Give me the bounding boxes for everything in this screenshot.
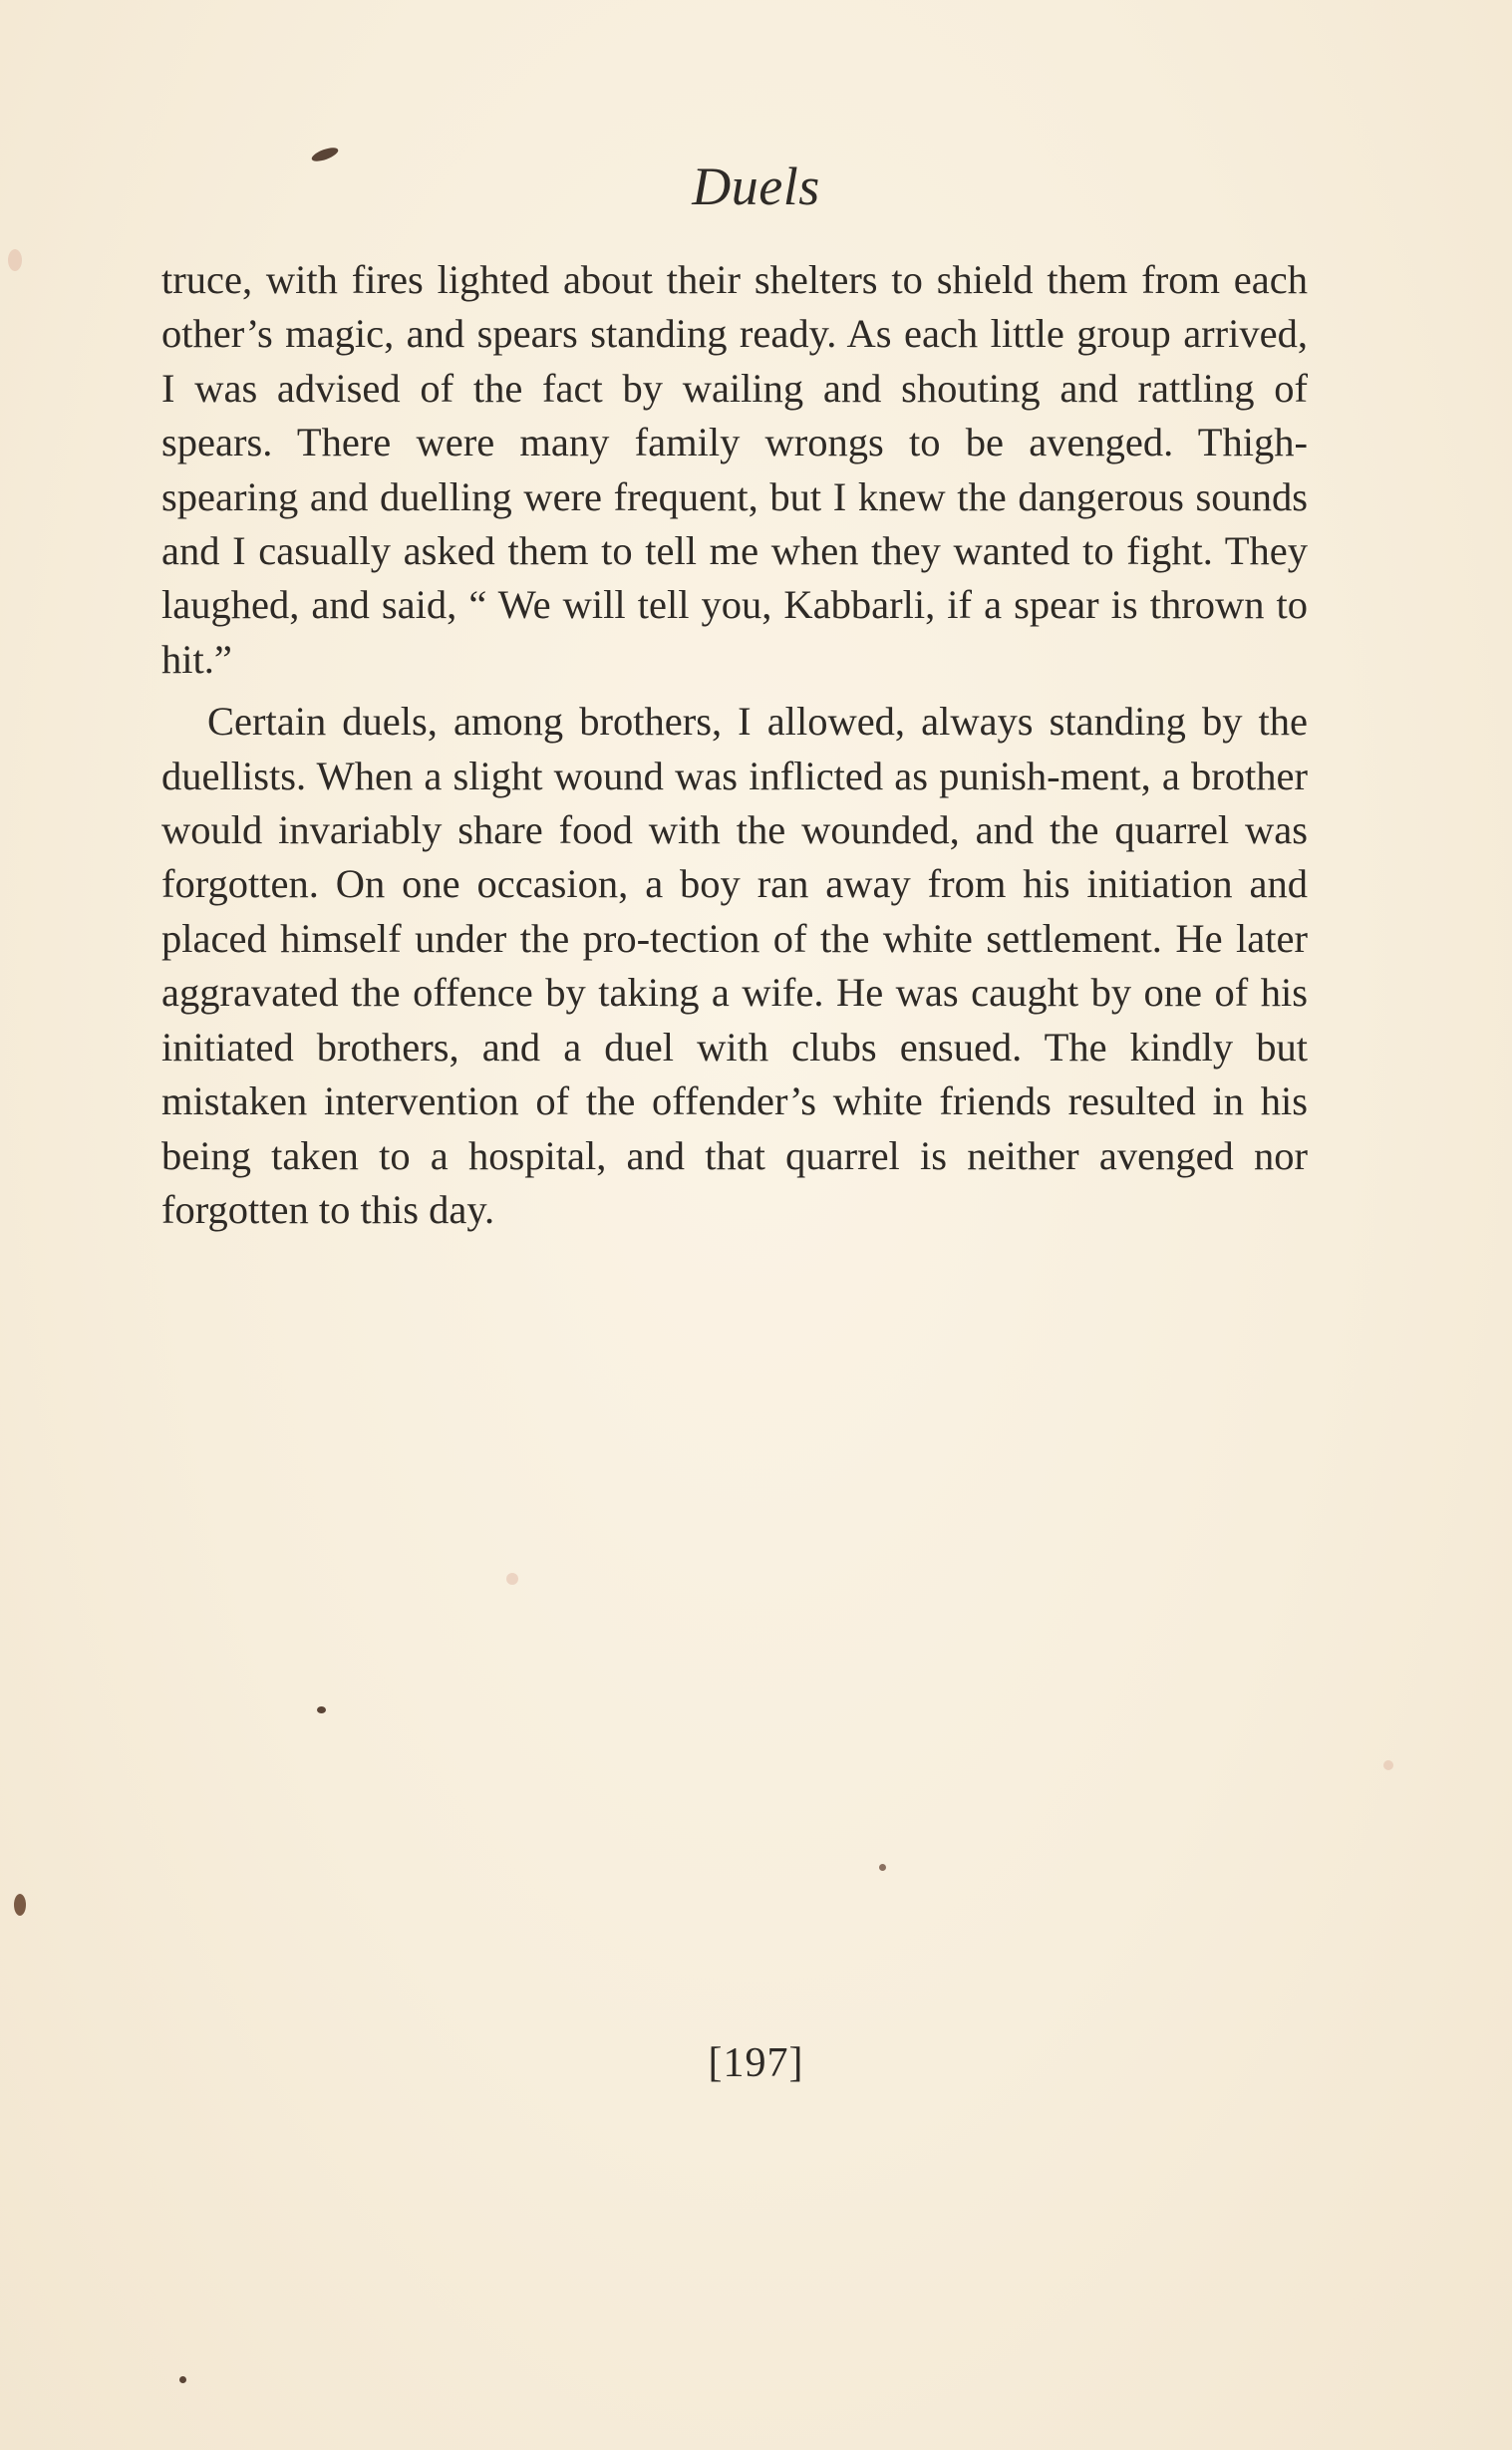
page-number: [197] bbox=[708, 2040, 804, 2086]
ink-speck bbox=[317, 1706, 326, 1713]
paper-stain bbox=[8, 249, 22, 271]
body-text bbox=[161, 253, 1308, 1237]
paragraph: truce, with fires lighted about their shelters to shield them from each other’s magic, and spears standing ready. As each little group arrived, I was advised of the fact by wailing and shouting and rattling of spears. There were many family wrongs to be avenged. Thigh-spearing and duelling were frequent, but I knew the dangerous sounds and I casually asked them to tell me when they wanted to fight. They laughed, and said, “ We will tell you, Kabbarli, if a spear is thrown to hit.” bbox=[161, 257, 1308, 682]
running-head: Duels bbox=[692, 156, 820, 216]
ink-speck bbox=[179, 2376, 186, 2383]
paragraph: Certain duels, among brothers, I allowed, always standing by the duellists. When a slight wound was inflicted as punish-ment, a brother would invariably share food with the wounded, and the quarrel was forgotten. On one occasion, a boy ran away from his initiation and placed himself under the pro-tection of the white settlement. He later aggravated the offence by taking a wife. He was caught by one of his initiated brothers, and a duel with clubs ensued. The kindly but mistaken intervention of the offender’s white friends resulted in his being taken to a hospital, and that quarrel is neither avenged nor forgotten to this day. bbox=[161, 699, 1308, 1232]
paper-stain bbox=[506, 1573, 518, 1585]
ink-speck bbox=[14, 1894, 26, 1916]
ink-speck bbox=[879, 1864, 886, 1871]
paper-stain bbox=[1383, 1760, 1393, 1770]
